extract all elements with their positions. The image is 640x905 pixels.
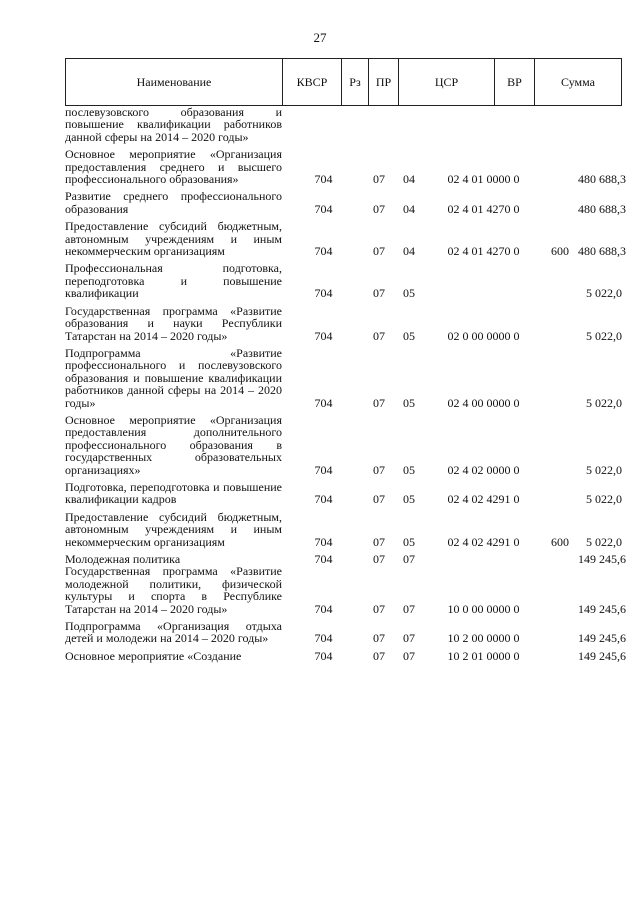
- row-name: Предоставление субсидий бюджетным, автономным учреждениям и иным некоммерческим организациям: [65, 509, 282, 549]
- row-name: Подпрограмма «Организация отдыха детей и молодежи на 2014 – 2020 годы»: [65, 619, 282, 646]
- row-pr: 05: [403, 492, 415, 507]
- row-name: Основное мероприятие «Создание: [65, 648, 242, 663]
- column-header-kvsr: КВСР: [283, 59, 342, 105]
- row-name: Государственная программа «Развитие молодежной политики, физической культуры и спорта в Республике Татарстан на 2014 – 2020 годы»: [65, 564, 282, 616]
- table-row: [65, 648, 626, 663]
- row-kvsr: 704: [314, 328, 333, 343]
- row-name: Развитие среднего профессионального образования: [65, 189, 282, 216]
- row-pr: 04: [403, 244, 415, 259]
- row-pr: 05: [403, 395, 415, 410]
- table-row: [65, 106, 622, 143]
- row-kvsr: 704: [314, 631, 333, 646]
- row-rz: 07: [373, 552, 385, 566]
- row-csr: 02 4 01 4270 0: [447, 201, 520, 216]
- row-sum: 5 022,0: [586, 492, 622, 507]
- row-name: Государственная программа «Развитие образования и науки Республики Татарстан на 2014 – 2020 годы»: [65, 303, 282, 343]
- row-name: послевузовского образования и повышение квалификации работников данной сферы на 2014 – 2020 годы»: [65, 105, 282, 144]
- row-csr: 02 4 02 4291 0: [447, 534, 520, 549]
- page-number: 27: [313, 30, 327, 45]
- table-row: [65, 262, 622, 299]
- row-sum: 5 022,0: [586, 395, 622, 410]
- budget-table-body: [65, 105, 626, 663]
- column-header-sum: Сумма: [561, 74, 595, 89]
- row-csr: 02 4 01 4270 0: [447, 244, 520, 259]
- row-rz: 07: [373, 201, 385, 216]
- row-rz: 07: [373, 462, 385, 477]
- row-kvsr: 704: [314, 462, 333, 477]
- row-sum: 480 688,3: [578, 172, 626, 187]
- row-kvsr: 704: [314, 201, 333, 216]
- row-pr: 05: [403, 286, 415, 301]
- table-row: [65, 189, 626, 216]
- row-sum: 480 688,3: [578, 244, 626, 259]
- row-rz: 07: [373, 328, 385, 343]
- row-kvsr: 704: [314, 552, 333, 566]
- row-csr: 02 4 02 4291 0: [447, 492, 520, 507]
- row-csr: 02 0 00 0000 0: [447, 328, 520, 343]
- table-row: [65, 219, 626, 259]
- row-name: Основное мероприятие «Организация предоставления дополнительного профессионального образования в государственных образовательных организациях»: [65, 412, 282, 477]
- column-header-rz: Рз: [342, 59, 369, 105]
- table-row: [65, 347, 622, 409]
- table-row: [65, 564, 626, 616]
- row-kvsr: 704: [314, 601, 333, 616]
- table-row: [65, 147, 626, 187]
- row-rz: 07: [373, 601, 385, 616]
- row-name: Молодежная политика: [65, 552, 181, 566]
- table-row: [65, 414, 622, 476]
- row-sum: 480 688,3: [578, 201, 626, 216]
- row-name: Предоставление субсидий бюджетным, автономным учреждениям и иным некоммерческим организациям: [65, 219, 282, 259]
- row-csr: 02 4 00 0000 0: [447, 395, 520, 410]
- row-sum: 5 022,0: [586, 286, 622, 301]
- row-pr: 04: [403, 172, 415, 187]
- row-vr: 600: [551, 534, 569, 549]
- row-csr: 10 2 01 0000 0: [447, 648, 520, 663]
- row-name: Профессиональная подготовка, переподготовка и повышение квалификации: [65, 261, 282, 301]
- row-csr: 02 4 01 0000 0: [447, 172, 520, 187]
- row-pr: 05: [403, 534, 415, 549]
- row-pr: 07: [403, 648, 415, 663]
- row-kvsr: 704: [314, 534, 333, 549]
- row-sum: 5 022,0: [586, 534, 622, 549]
- row-rz: 07: [373, 172, 385, 187]
- table-row: [65, 511, 622, 548]
- row-name: Основное мероприятие «Организация предоставления среднего и высшего профессионального образования»: [65, 147, 282, 187]
- row-pr: 05: [403, 462, 415, 477]
- row-sum: 149 245,6: [578, 648, 626, 663]
- row-sum: 5 022,0: [586, 462, 622, 477]
- table-header: [65, 58, 622, 106]
- row-kvsr: 704: [314, 244, 333, 259]
- column-header-name: Наименование: [66, 59, 283, 105]
- row-rz: 07: [373, 534, 385, 549]
- row-kvsr: 704: [314, 648, 333, 663]
- row-kvsr: 704: [314, 395, 333, 410]
- row-kvsr: 704: [314, 286, 333, 301]
- row-pr: 07: [403, 552, 415, 566]
- row-rz: 07: [373, 492, 385, 507]
- table-row: [65, 619, 626, 646]
- row-sum: 5 022,0: [586, 328, 622, 343]
- column-header-csr: ЦСР: [399, 59, 495, 105]
- row-name: Подпрограмма «Развитие профессионального и послевузовского образования и повышение квалификации работников данной сферы на 2014 – 2020 годы»: [65, 345, 282, 410]
- row-pr: 07: [403, 601, 415, 616]
- row-kvsr: 704: [314, 172, 333, 187]
- row-rz: 07: [373, 244, 385, 259]
- row-kvsr: 704: [314, 492, 333, 507]
- row-csr: 10 0 00 0000 0: [447, 601, 520, 616]
- table-row: [65, 481, 622, 506]
- column-header-pr: ПР: [369, 59, 399, 105]
- row-csr: 02 4 02 0000 0: [447, 462, 520, 477]
- row-sum: 149 245,6: [578, 631, 626, 646]
- row-rz: 07: [373, 286, 385, 301]
- row-pr: 05: [403, 328, 415, 343]
- table-row: [65, 305, 622, 342]
- row-pr: 07: [403, 631, 415, 646]
- row-csr: 10 2 00 0000 0: [447, 631, 520, 646]
- row-sum: 149 245,6: [578, 552, 626, 566]
- row-rz: 07: [373, 631, 385, 646]
- row-name: Подготовка, переподготовка и повышение квалификации кадров: [65, 479, 282, 507]
- column-header-vr: ВР: [495, 59, 535, 105]
- row-sum: 149 245,6: [578, 601, 626, 616]
- row-rz: 07: [373, 395, 385, 410]
- row-pr: 04: [403, 201, 415, 216]
- row-rz: 07: [373, 648, 385, 663]
- row-vr: 600: [551, 244, 569, 259]
